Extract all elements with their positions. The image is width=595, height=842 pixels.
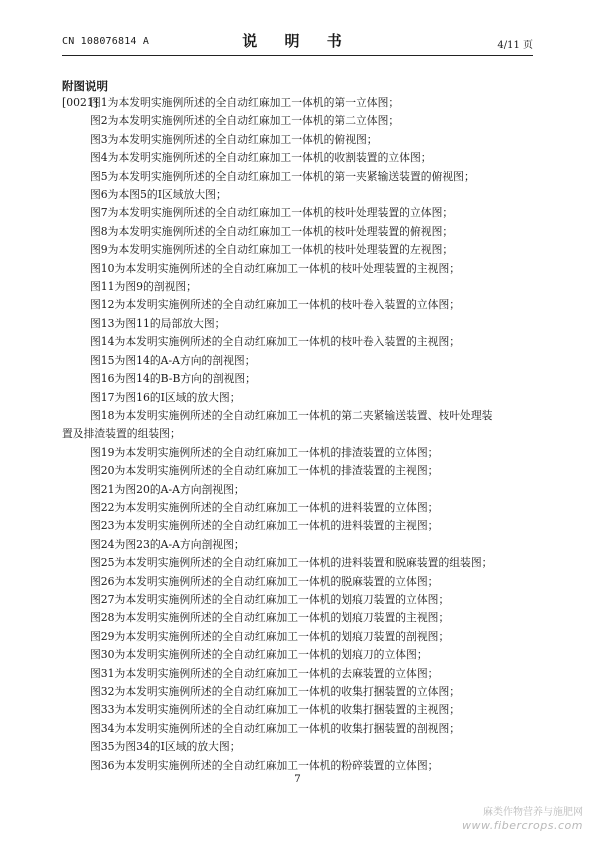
figure-description-text: 图4为本发明实施例所述的全自动红麻加工一体机的收割装置的立体图；: [90, 151, 432, 165]
page-of-total: 4/11 页: [497, 40, 533, 51]
figure-description-text: 图17为图16的I区域的放大图；: [90, 390, 241, 404]
figure-description-text: 图22为本发明实施例所述的全自动红麻加工一体机的进料装置的立体图；: [90, 500, 439, 514]
figure-description-line: [62, 131, 533, 149]
figure-description-line: [62, 278, 533, 296]
figure-description-line: [62, 94, 533, 112]
figure-description-text: 图1为本发明实施例所述的全自动红麻加工一体机的第一立体图；: [90, 96, 400, 109]
figure-description-text: 图29为本发明实施例所述的全自动红麻加工一体机的划痕刀装置的剖视图；: [90, 629, 450, 643]
figure-description-line: [62, 462, 533, 480]
figure-description-text: 图23为本发明实施例所述的全自动红麻加工一体机的进料装置的主视图；: [90, 519, 439, 533]
header-rule: [62, 55, 533, 56]
figure-description-text: 图16为图14的B-B方向的剖视图；: [90, 372, 256, 386]
figure-description-text: 图18为本发明实施例所述的全自动红麻加工一体机的第二夹紧输送装置、枝叶处理装: [90, 408, 493, 422]
figure-description-line: [62, 333, 533, 351]
figure-description-text: 图5为本发明实施例所述的全自动红麻加工一体机的第一夹紧输送装置的俯视图；: [90, 169, 475, 183]
figure-description-text: 图10为本发明实施例所述的全自动红麻加工一体机的枝叶处理装置的主视图；: [90, 261, 461, 275]
figure-description-text: 图35为图34的I区域的放大图；: [90, 740, 241, 754]
figure-description-text: 图8为本发明实施例所述的全自动红麻加工一体机的枝叶处理装置的俯视图；: [90, 224, 454, 238]
figure-description-line: [62, 628, 533, 646]
figure-description-text: 图12为本发明实施例所述的全自动红麻加工一体机的枝叶卷入装置的立体图；: [90, 298, 461, 312]
figure-description-text: 图14为本发明实施例所述的全自动红麻加工一体机的枝叶卷入装置的主视图；: [90, 335, 461, 349]
page-header: [62, 30, 533, 52]
figure-description-line: [62, 223, 533, 241]
figure-description-line: [62, 591, 533, 609]
figure-description-line: [62, 481, 533, 499]
figure-description-line: [62, 701, 533, 719]
figure-description-line: [62, 260, 533, 278]
figure-description-text: 图28为本发明实施例所述的全自动红麻加工一体机的划痕刀装置的主视图；: [90, 611, 450, 625]
figure-description-text: 图27为本发明实施例所述的全自动红麻加工一体机的划痕刀装置的立体图；: [90, 592, 450, 606]
figure-description-line: [62, 204, 533, 222]
figure-description-line: [62, 407, 533, 425]
figure-description-line: [62, 370, 533, 388]
figure-description-text: 图34为本发明实施例所述的全自动红麻加工一体机的收集打捆装置的剖视图；: [90, 721, 461, 735]
figure-description-text: 图25为本发明实施例所述的全自动红麻加工一体机的进料装置和脱麻装置的组装图；: [90, 556, 493, 570]
figure-description-line: [62, 112, 533, 130]
figure-description-line: [62, 186, 533, 204]
figure-description-line: [62, 683, 533, 701]
watermark-line1: 麻类作物营养与施肥网: [483, 807, 583, 818]
figure-description-line: [62, 168, 533, 186]
figure-description-line: [62, 241, 533, 259]
figure-description-text: 置及排渣装置的组装图；: [62, 427, 181, 441]
section-heading: 附图说明: [62, 79, 108, 93]
figure-description-line: [62, 536, 533, 554]
figure-description-text: 图21为图20的A-A方向剖视图；: [90, 482, 245, 496]
figure-description-text: 图31为本发明实施例所述的全自动红麻加工一体机的去麻装置的立体图；: [90, 666, 439, 680]
figure-description-line: [62, 554, 533, 572]
figure-description-line: [62, 665, 533, 683]
figure-description-text: 图6为本图5的I区域放大图；: [90, 188, 227, 202]
figure-description-list: [62, 94, 533, 775]
figure-description-text: 图2为本发明实施例所述的全自动红麻加工一体机的第二立体图；: [90, 114, 400, 128]
figure-description-line: [62, 573, 533, 591]
figure-description-line: [62, 352, 533, 370]
figure-description-line: [62, 499, 533, 517]
figure-description-text: 图20为本发明实施例所述的全自动红麻加工一体机的排渣装置的主视图；: [90, 464, 439, 478]
figure-description-line: [62, 444, 533, 462]
figure-description-text: 图32为本发明实施例所述的全自动红麻加工一体机的收集打捆装置的立体图；: [90, 685, 461, 698]
figure-description-text: 图15为图14的A-A方向的剖视图；: [90, 353, 256, 367]
publication-number: CN 108076814 A: [62, 36, 150, 47]
figure-description-line: [62, 296, 533, 314]
figure-description-text: 图9为本发明实施例所述的全自动红麻加工一体机的枝叶处理装置的左视图；: [90, 243, 454, 257]
figure-description-text: 图24为图23的A-A方向剖视图；: [90, 537, 245, 551]
figure-description-line: [62, 315, 533, 333]
figure-description-line: [62, 609, 533, 627]
figure-description-text: 图11为图9的剖视图；: [90, 280, 197, 294]
figure-description-text: 图3为本发明实施例所述的全自动红麻加工一体机的俯视图；: [90, 132, 378, 146]
figure-description-line: [62, 389, 533, 407]
figure-description-text: 图13为图11的局部放大图；: [90, 316, 226, 330]
figure-description-text: 图36为本发明实施例所述的全自动红麻加工一体机的粉碎装置的立体图；: [90, 758, 439, 772]
figure-description-line: [62, 646, 533, 664]
figure-description-line: [62, 517, 533, 535]
page-number: 7: [294, 773, 301, 785]
figure-description-text: 图19为本发明实施例所述的全自动红麻加工一体机的排渣装置的立体图；: [90, 445, 439, 459]
paragraph-number: [0021]: [62, 96, 98, 109]
figure-description-text: 图30为本发明实施例所述的全自动红麻加工一体机的划痕刀的立体图；: [90, 648, 428, 662]
figure-description-line: [62, 720, 533, 738]
watermark-line2: www.fibercrops.com: [462, 819, 583, 832]
figure-description-text: 图33为本发明实施例所述的全自动红麻加工一体机的收集打捆装置的主视图；: [90, 703, 461, 717]
figure-description-line: [62, 149, 533, 167]
figure-description-line: [62, 425, 533, 443]
watermark: [462, 806, 583, 832]
figure-description-text: 图7为本发明实施例所述的全自动红麻加工一体机的枝叶处理装置的立体图；: [90, 206, 454, 220]
document-title: 说 明 书: [242, 32, 353, 50]
figure-description-text: 图26为本发明实施例所述的全自动红麻加工一体机的脱麻装置的立体图；: [90, 574, 439, 588]
figure-description-line: [62, 738, 533, 756]
